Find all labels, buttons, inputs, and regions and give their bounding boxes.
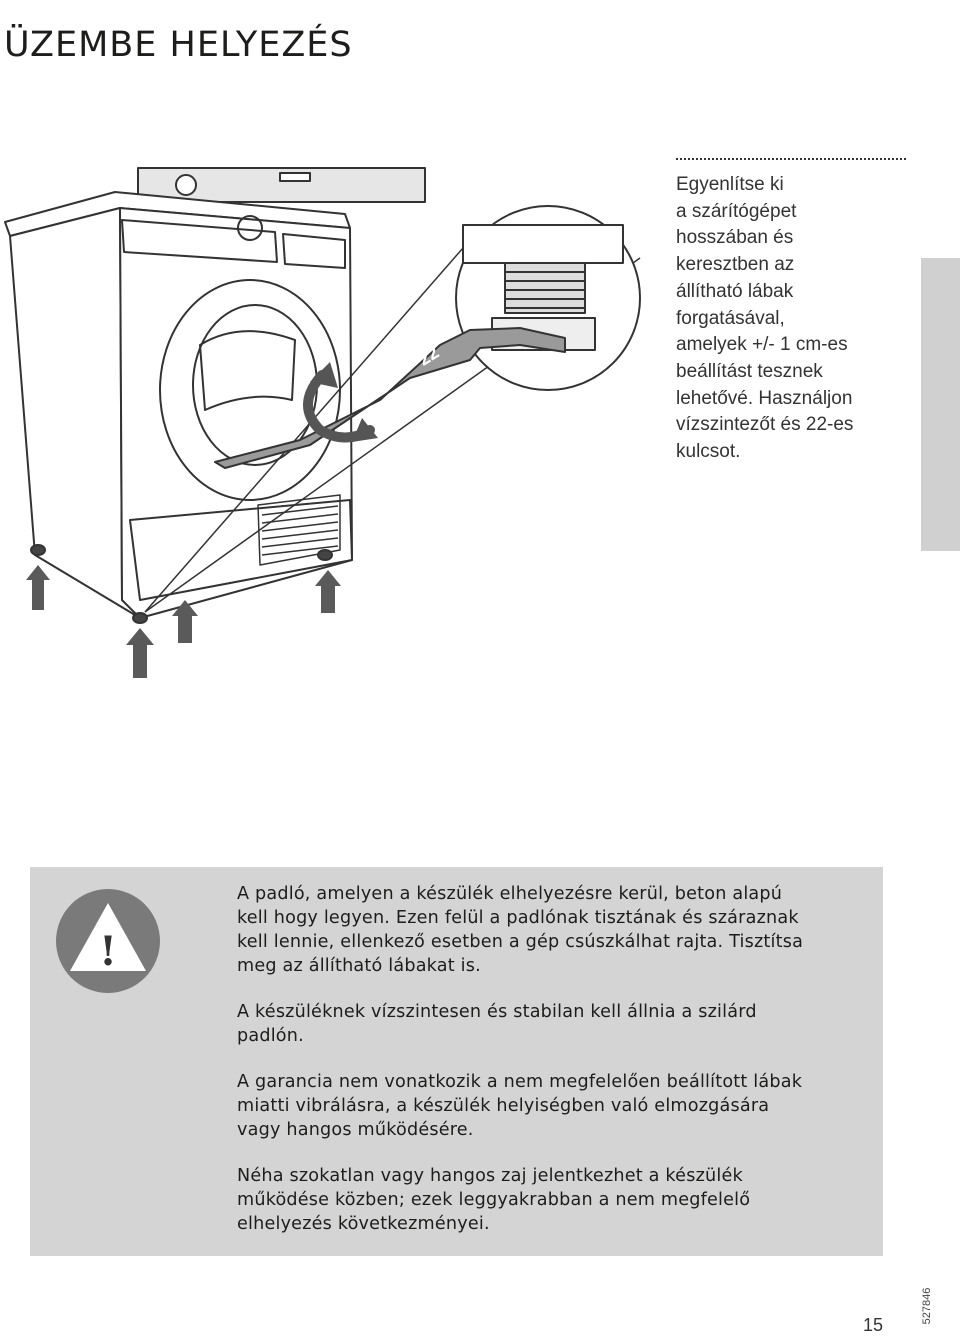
caption-line: lehetővé. Használjon [676, 387, 853, 409]
warning-line: Néha szokatlan vagy hangos zaj jelentkezhet a készülék [237, 1166, 743, 1186]
foot-base-plate [463, 225, 623, 263]
warning-line: kell hogy legyen. Ezen felül a padlónak tisztának és száraznak [237, 908, 799, 928]
page-number: 15 [863, 1315, 884, 1335]
dryer-foot-left-back [31, 545, 45, 555]
level-bubble-window [280, 173, 310, 181]
warning-paragraph-level [237, 1000, 877, 1048]
warning-line: miatti vibrálásra, a készülék helyiségben való elmozgására [237, 1096, 770, 1116]
dryer-foot-right-front [318, 550, 332, 560]
exclamation-warning-icon [56, 889, 160, 993]
warning-paragraph-noise [237, 1164, 877, 1236]
caption-line: kulcsot. [676, 441, 741, 463]
caption-line: Egyenlítse ki [676, 174, 784, 195]
illustration-caption [676, 158, 906, 466]
warning-line: elhelyezés következményei. [237, 1214, 490, 1234]
caption-line: forgatásával, [676, 307, 785, 329]
caption-line: állítható lábak [676, 280, 794, 302]
document-code: 527846 [921, 1287, 933, 1325]
caption-line: vízszintezőt és 22-es [676, 414, 854, 436]
threaded-foot [505, 263, 585, 313]
warning-line: A padló, amelyen a készülék elhelyezésre kerül, beton alapú [237, 884, 783, 904]
up-arrow-icon-4 [315, 570, 341, 613]
warning-line: kell lennie, ellenkező esetben a gép csúszkálhat rajta. Tisztítsa [237, 932, 804, 952]
page-title: ÜZEMBE HELYEZÉS [4, 25, 353, 66]
caption-line: a szárítógépet [676, 200, 797, 222]
dryer-foot-left-front [133, 613, 147, 623]
warning-line: meg az állítható lábakat is. [237, 956, 481, 976]
caption-line: amelyek +/- 1 cm-es [676, 334, 848, 356]
warning-line: vagy hangos működésére. [237, 1120, 474, 1140]
warning-text [237, 882, 877, 1258]
warning-symbol: ! [99, 928, 117, 975]
warning-paragraph-warranty [237, 1070, 877, 1142]
wrench-size-label: 22 [414, 342, 443, 370]
warning-line: padlón. [237, 1026, 304, 1046]
up-arrow-icon-2 [126, 628, 154, 678]
level-bubble-round [176, 175, 196, 195]
section-side-tab [921, 258, 960, 551]
warning-paragraph-floor [237, 882, 877, 978]
caption-line: beállítást tesznek [676, 360, 823, 382]
dryer-front [120, 208, 352, 618]
warning-line: A készüléknek vízszintesen és stabilan kell állnia a szilárd [237, 1002, 757, 1022]
caption-line: hosszában és [676, 227, 794, 249]
caption-line: keresztben az [676, 254, 795, 276]
warning-line: A garancia nem vonatkozik a nem megfelelően beállított lábak [237, 1072, 803, 1092]
warning-line: működése közben; ezek leggyakrabban a nem megfelelő [237, 1190, 751, 1210]
up-arrow-icon-1 [26, 565, 50, 610]
